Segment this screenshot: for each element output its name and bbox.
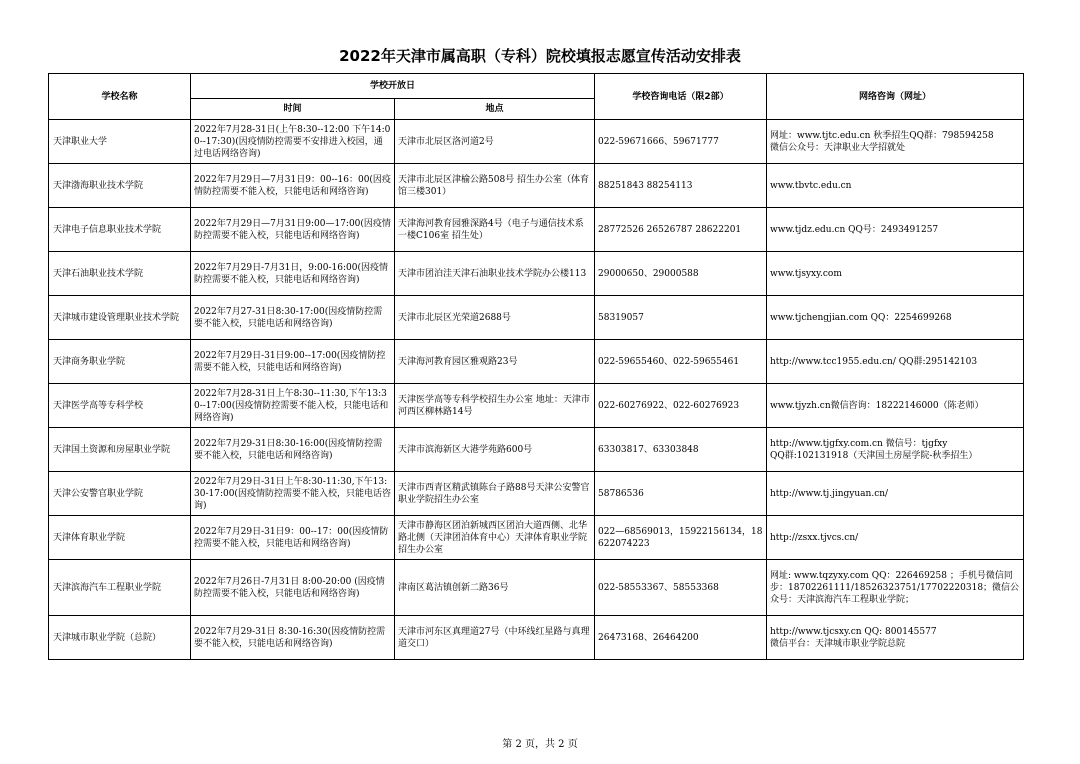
table-body [49, 120, 1024, 660]
header-school-name: 学校名称 [49, 74, 191, 120]
school-name-cell: 天津公安警官职业学院 [49, 472, 191, 516]
table-header-row [49, 74, 1024, 99]
location-cell: 天津市静海区团泊新城西区团泊大道西侧、北华路北侧（天津团泊体育中心）天津体育职业学院招生办公室 [395, 516, 595, 560]
location-cell: 天津医学高等专科学校招生办公室 地址：天津市河西区柳林路14号 [395, 384, 595, 428]
phone-cell: 29000650、29000588 [595, 252, 767, 296]
open-time-cell: 2022年7月29-31日 8:30-16:30(因疫情防控需要不能入校，只能电话和网络咨询) [191, 616, 395, 660]
location-cell: 天津市河东区真理道27号（中环线红星路与真理道交口） [395, 616, 595, 660]
phone-cell: 022-59671666、59671777 [595, 120, 767, 164]
web-line: http://www.tjcsxy.cn QQ: 800145577 [770, 626, 937, 637]
phone-cell: 58319057 [595, 296, 767, 340]
web-cell [767, 208, 1024, 252]
web-cell [767, 296, 1024, 340]
open-time-cell: 2022年7月29日—7月31日9:00—17:00(因疫情防控需要不能入校，只能电话和网络咨询) [191, 208, 395, 252]
web-cell [767, 164, 1024, 208]
web-line: www.tjyzh.cn微信咨询：18222146000（陈老师） [770, 400, 984, 411]
school-name-cell: 天津职业大学 [49, 120, 191, 164]
location-cell: 天津海河教育园区雅观路23号 [395, 340, 595, 384]
web-line: 网址：www.tjtc.edu.cn 秋季招生QQ群：798594258 [770, 130, 994, 141]
table-row [49, 428, 1024, 472]
location-cell: 天津市北辰区洛河道2号 [395, 120, 595, 164]
phone-cell: 022—68569013，15922156134，18622074223 [595, 516, 767, 560]
table-row [49, 296, 1024, 340]
header-phone: 学校咨询电话（限2部） [595, 74, 767, 120]
phone-cell: 63303817、63303848 [595, 428, 767, 472]
web-line: http://zsxx.tjvcs.cn/ [770, 532, 859, 543]
table-row [49, 164, 1024, 208]
open-time-cell: 2022年7月26日-7月31日 8:00-20:00 (因疫情防控需要不能入校，只能电话和网络咨询) [191, 560, 395, 616]
web-line: www.tjchengjian.com QQ：2254699268 [770, 312, 952, 323]
phone-cell: 28772526 26526787 28622201 [595, 208, 767, 252]
table-row [49, 340, 1024, 384]
school-name-cell: 天津医学高等专科学校 [49, 384, 191, 428]
header-open-day: 学校开放日 [191, 74, 595, 99]
table-row [49, 208, 1024, 252]
web-cell [767, 252, 1024, 296]
phone-cell: 58786536 [595, 472, 767, 516]
web-line: 微信平台：天津城市职业学院总院 [770, 638, 906, 649]
location-cell: 天津市西青区精武镇陈台子路88号天津公安警官职业学院招生办公室 [395, 472, 595, 516]
web-line: www.tjdz.edu.cn QQ号：2493491257 [770, 224, 939, 235]
phone-cell: 022-59655460、022-59655461 [595, 340, 767, 384]
open-time-cell: 2022年7月29日-31日上午8:30-11:30,下午13:30-17:00(因疫情防控需要不能入校，只能电话咨询) [191, 472, 395, 516]
web-line: 微信公众号：天津职业大学招就处 [770, 142, 906, 153]
location-cell: 津南区葛沽镇创新二路36号 [395, 560, 595, 616]
table-row [49, 120, 1024, 164]
web-line: www.tbvtc.edu.cn [770, 180, 852, 191]
table-row [49, 616, 1024, 660]
table-row [49, 560, 1024, 616]
table-row [49, 516, 1024, 560]
web-cell [767, 340, 1024, 384]
web-line: http://www.tcc1955.edu.cn/ QQ群:295142103 [770, 356, 978, 367]
open-time-cell: 2022年7月29-31日8:30-16:00(因疫情防控需要不能入校，只能电话和网络咨询) [191, 428, 395, 472]
school-name-cell: 天津商务职业学院 [49, 340, 191, 384]
web-line: http://www.tjgfxy.com.cn 微信号：tjgfxy [770, 438, 948, 449]
open-time-cell: 2022年7月29日-31日9：00--17：00(因疫情防控需要不能入校，只能电话和网络咨询) [191, 516, 395, 560]
location-cell: 天津市团泊洼天津石油职业技术学院办公楼113 [395, 252, 595, 296]
school-name-cell: 天津滨海汽车工程职业学院 [49, 560, 191, 616]
location-cell: 天津市滨海新区大港学苑路600号 [395, 428, 595, 472]
school-name-cell: 天津体育职业学院 [49, 516, 191, 560]
school-name-cell: 天津渤海职业技术学院 [49, 164, 191, 208]
school-name-cell: 天津城市建设管理职业技术学院 [49, 296, 191, 340]
web-cell [767, 516, 1024, 560]
web-line: http://www.tj.jingyuan.cn/ [770, 488, 889, 499]
open-time-cell: 2022年7月29日-31日9:00--17:00(因疫情防控需要不能入校，只能电话和网络咨询) [191, 340, 395, 384]
web-line: 网址: www.tqzyxy.com QQ：226469258 ；手机号微信同步：18702261111/18526323751/17702220318；微信公众号：天津滨海汽车工程职业学院； [770, 570, 1020, 605]
school-name-cell: 天津国土资源和房屋职业学院 [49, 428, 191, 472]
location-cell: 天津市北辰区光荣道2688号 [395, 296, 595, 340]
school-name-cell: 天津城市职业学院（总院） [49, 616, 191, 660]
header-time: 时间 [191, 99, 395, 120]
header-web: 网络咨询（网址） [767, 74, 1024, 120]
table-row [49, 384, 1024, 428]
page-title: 2022年天津市属高职（专科）院校填报志愿宣传活动安排表 [339, 47, 741, 65]
table-row [49, 472, 1024, 516]
open-time-cell: 2022年7月28-31日上午8:30--11:30,下午13:30--17:00(因疫情防控需要不能入校，只能电话和网络咨询) [191, 384, 395, 428]
table-row [49, 252, 1024, 296]
web-line: QQ群:102131918（天津国土房屋学院-秋季招生） [770, 450, 978, 461]
schedule-table [48, 73, 1024, 660]
open-time-cell: 2022年7月29日-7月31日，9:00-16:00(因疫情防控需要不能入校，只能电话和网络咨询) [191, 252, 395, 296]
school-name-cell: 天津电子信息职业技术学院 [49, 208, 191, 252]
school-name-cell: 天津石油职业技术学院 [49, 252, 191, 296]
web-cell [767, 428, 1024, 472]
phone-cell: 88251843 88254113 [595, 164, 767, 208]
phone-cell: 26473168、26464200 [595, 616, 767, 660]
page-footer: 第 2 页，共 2 页 [502, 739, 578, 750]
web-line: www.tjsyxy.com [770, 268, 842, 279]
web-cell [767, 616, 1024, 660]
open-time-cell: 2022年7月28-31日(上午8:30--12:00 下午14:00--17:30)(因疫情防控需要不安排进入校园，通过电话网络咨询) [191, 120, 395, 164]
location-cell: 天津市北辰区津榆公路508号 招生办公室（体育馆三楼301） [395, 164, 595, 208]
phone-cell: 022-58553367、58553368 [595, 560, 767, 616]
open-time-cell: 2022年7月29日—7月31日9：00--16：00(因疫情防控需要不能入校，只能电话和网络咨询) [191, 164, 395, 208]
open-time-cell: 2022年7月27-31日8:30-17:00(因疫情防控需要不能入校，只能电话和网络咨询) [191, 296, 395, 340]
header-location: 地点 [395, 99, 595, 120]
web-cell [767, 120, 1024, 164]
phone-cell: 022-60276922、022-60276923 [595, 384, 767, 428]
web-cell [767, 384, 1024, 428]
web-cell [767, 560, 1024, 616]
web-cell [767, 472, 1024, 516]
location-cell: 天津海河教育园雅深路4号（电子与通信技术系一楼C106室 招生处） [395, 208, 595, 252]
